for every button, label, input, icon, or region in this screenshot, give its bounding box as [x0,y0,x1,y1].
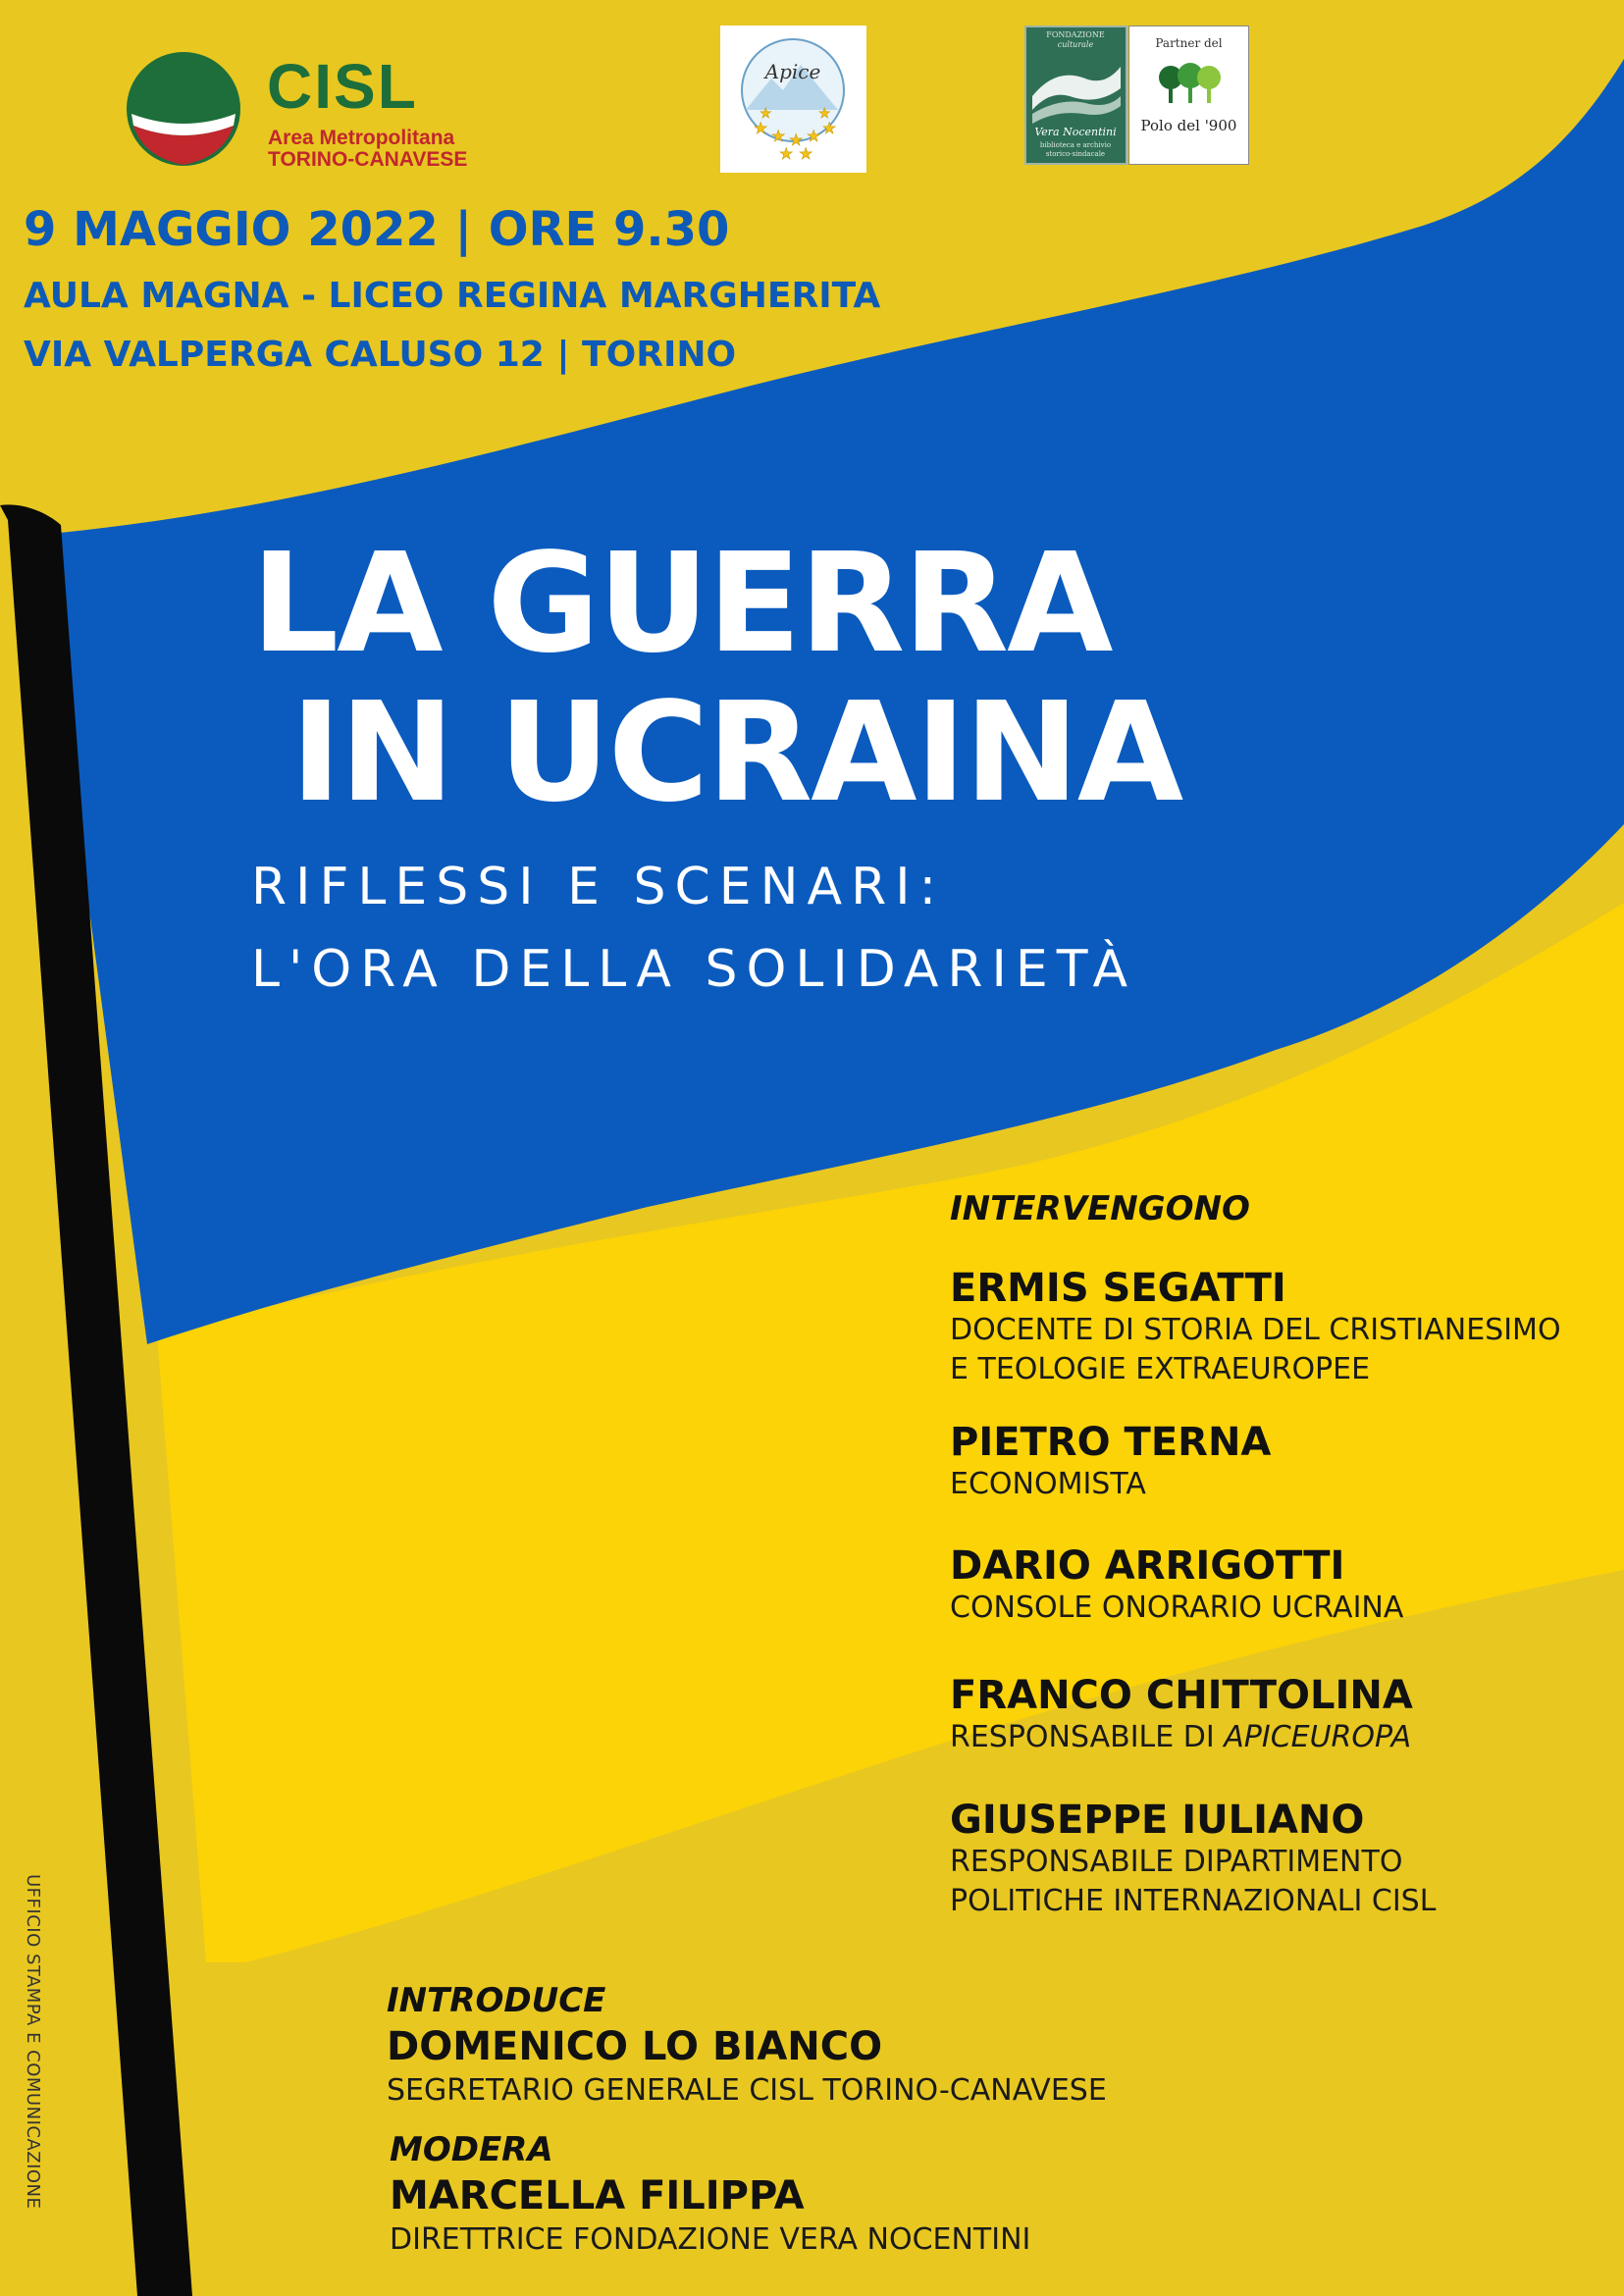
speaker-role: POLITICHE INTERNAZIONALI CISL [950,1884,1437,1918]
speaker-item [950,1420,1617,1504]
speaker-role-text: RESPONSABILE DI [950,1720,1225,1754]
speaker-name: DARIO ARRIGOTTI [950,1543,1345,1589]
speakers-heading: INTERVENGONO [950,1189,1250,1228]
cisl-subtitle: Area Metropolitana [268,127,455,149]
speaker-name: PIETRO TERNA [950,1420,1272,1465]
svg-text:★: ★ [771,127,786,145]
speaker-name: ERMIS SEGATTI [950,1266,1286,1311]
event-address: VIA VALPERGA CALUSO 12 | TORINO [24,335,737,375]
introduce-label: INTRODUCE [387,1981,606,2020]
nocentini-name: Vera Nocentini [1034,126,1117,138]
speaker-role: DOCENTE DI STORIA DEL CRISTIANESIMO [950,1313,1561,1347]
cisl-name: CISL [267,51,418,122]
svg-text:★: ★ [760,106,772,122]
speaker-role: E TEOLOGIE EXTRAEUROPEE [950,1352,1371,1386]
nocentini-top-text: FONDAZIONE [1046,30,1105,39]
modera-label: MODERA [390,2130,553,2169]
nocentini-desc-2: storico-sindacale [1045,150,1106,158]
speaker-item [950,1543,1617,1628]
modera-name: MARCELLA FILIPPA [390,2173,805,2218]
svg-text:★: ★ [807,127,821,145]
svg-text:★: ★ [779,144,794,163]
event-date-time: 9 MAGGIO 2022 | ORE 9.30 [24,202,730,257]
apice-logo [720,26,866,173]
svg-text:★: ★ [789,130,804,149]
polo-name: Polo del '900 [1140,117,1237,134]
cisl-subtitle-city: TORINO-CANAVESE [268,148,468,171]
speaker-item [950,1798,1617,1921]
speaker-item [950,1673,1617,1757]
svg-text:★: ★ [799,144,813,163]
main-title-line-1: LA GUERRA [251,524,1112,684]
nocentini-desc-1: biblioteca e archivio [1039,141,1112,149]
speaker-item [950,1266,1617,1389]
subtitle-line-1: RIFLESSI E SCENARI: [251,858,946,916]
introduce-name: DOMENICO LO BIANCO [387,2024,883,2069]
main-title-line-2: IN UCRAINA [290,673,1182,833]
nocentini-top-text-2: culturale [1057,40,1094,49]
subtitle-line-2: L'ORA DELLA SOLIDARIETÀ [251,940,1137,999]
fondazione-vera-nocentini-logo [1024,26,1127,165]
event-venue: AULA MAGNA - LICEO REGINA MARGHERITA [24,276,881,316]
introduce-description: SEGRETARIO GENERALE CISL TORINO-CANAVESE [387,2073,1107,2108]
modera-description: DIRETTRICE FONDAZIONE VERA NOCENTINI [390,2222,1031,2257]
polo-partner-label: Partner del [1155,36,1223,50]
speaker-name: FRANCO CHITTOLINA [950,1673,1413,1718]
svg-text:★: ★ [822,119,837,137]
speaker-role: ECONOMISTA [950,1467,1146,1501]
cisl-logo [126,51,479,171]
polo-emblem-icon [1157,56,1222,107]
press-office-credit: UFFICIO STAMPA E COMUNICAZIONE [23,1874,43,2210]
speaker-role [950,1718,1617,1757]
svg-text:★: ★ [818,106,831,122]
apice-name: Apice [764,60,821,83]
speaker-role: CONSOLE ONORARIO UCRAINA [950,1591,1404,1625]
speaker-role-organization: APICEUROPA [1224,1720,1412,1754]
speaker-role: RESPONSABILE DIPARTIMENTO [950,1845,1403,1879]
polo-del-900-logo [1128,26,1249,165]
speaker-name: GIUSEPPE IULIANO [950,1798,1365,1843]
svg-text:★: ★ [754,119,768,137]
cisl-emblem-icon [126,51,241,167]
